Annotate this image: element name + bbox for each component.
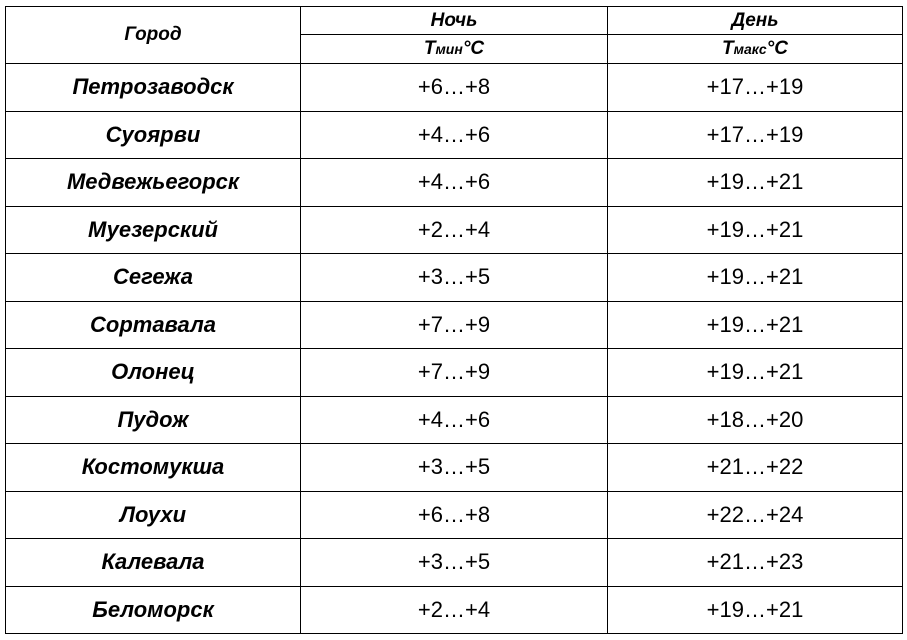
- day-temp-range: +21…+22: [608, 444, 903, 492]
- table-row: [6, 396, 903, 444]
- header-day-temp: [608, 35, 903, 64]
- table-body: [6, 64, 903, 634]
- table-row: [6, 159, 903, 207]
- night-temp-range: +4…+6: [301, 396, 608, 444]
- city-name: Петрозаводск: [6, 64, 301, 112]
- header-night: Ночь: [301, 7, 608, 35]
- table-row: [6, 301, 903, 349]
- table-row: [6, 491, 903, 539]
- night-temp-range: +6…+8: [301, 491, 608, 539]
- city-name: Калевала: [6, 539, 301, 587]
- city-name: Беломорск: [6, 586, 301, 634]
- header-day: День: [608, 7, 903, 35]
- night-temp-unit: °С: [462, 38, 485, 59]
- table-row: [6, 64, 903, 112]
- table-row: [6, 444, 903, 492]
- night-temp-range: +6…+8: [301, 64, 608, 112]
- city-name: Муезерский: [6, 206, 301, 254]
- city-name: Костомукша: [6, 444, 301, 492]
- night-temp-range: +3…+5: [301, 254, 608, 302]
- city-name: Пудож: [6, 396, 301, 444]
- forecast-table-wrapper: [5, 6, 902, 634]
- forecast-table: [5, 6, 903, 634]
- day-temp-symbol: Т: [722, 38, 734, 59]
- table-row: [6, 206, 903, 254]
- day-temp-range: +19…+21: [608, 586, 903, 634]
- city-name: Сегежа: [6, 254, 301, 302]
- day-temp-range: +22…+24: [608, 491, 903, 539]
- night-temp-symbol: Т: [423, 38, 436, 59]
- day-temp-range: +19…+21: [608, 206, 903, 254]
- header-city: Город: [6, 7, 301, 64]
- day-temp-range: +18…+20: [608, 396, 903, 444]
- day-temp-range: +17…+19: [608, 64, 903, 112]
- night-temp-range: +3…+5: [301, 444, 608, 492]
- table-row: [6, 349, 903, 397]
- day-temp-range: +19…+21: [608, 301, 903, 349]
- city-name: Сортавала: [6, 301, 301, 349]
- day-temp-range: +19…+21: [608, 254, 903, 302]
- city-name: Суоярви: [6, 111, 301, 159]
- day-temp-unit: °С: [766, 38, 788, 59]
- table-header: [6, 7, 903, 64]
- night-temp-range: +7…+9: [301, 349, 608, 397]
- city-name: Олонец: [6, 349, 301, 397]
- table-row: [6, 539, 903, 587]
- night-temp-subscript: мин: [435, 41, 463, 57]
- day-temp-range: +19…+21: [608, 159, 903, 207]
- city-name: Лоухи: [6, 491, 301, 539]
- city-name: Медвежьегорск: [6, 159, 301, 207]
- table-row: [6, 254, 903, 302]
- night-temp-range: +4…+6: [301, 159, 608, 207]
- night-temp-range: +2…+4: [301, 586, 608, 634]
- night-temp-range: +2…+4: [301, 206, 608, 254]
- header-night-temp: [301, 35, 608, 64]
- night-temp-range: +4…+6: [301, 111, 608, 159]
- day-temp-range: +19…+21: [608, 349, 903, 397]
- day-temp-range: +17…+19: [608, 111, 903, 159]
- day-temp-subscript: макс: [733, 41, 767, 57]
- night-temp-range: +7…+9: [301, 301, 608, 349]
- day-temp-range: +21…+23: [608, 539, 903, 587]
- table-row: [6, 111, 903, 159]
- night-temp-range: +3…+5: [301, 539, 608, 587]
- table-row: [6, 586, 903, 634]
